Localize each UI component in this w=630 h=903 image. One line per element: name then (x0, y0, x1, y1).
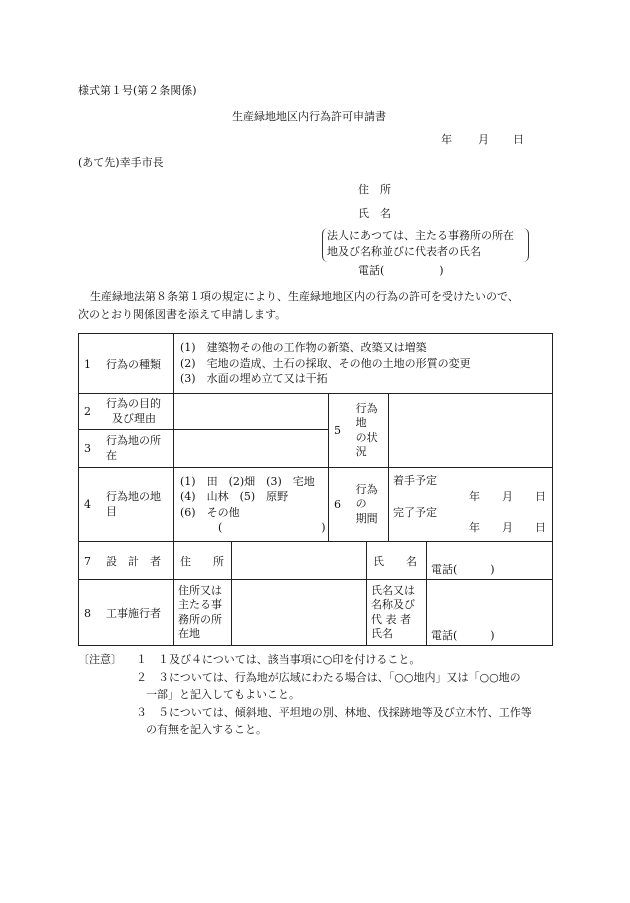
intro-line2: 次のとおり関係図書を添えて申請します。 (78, 308, 287, 321)
row8-phone: 電話( ) (431, 629, 495, 642)
row1-number: 1 (84, 357, 91, 371)
row8-address-value[interactable] (232, 580, 367, 646)
row4-option-line2: (4) 山林 (5) 原野 (180, 490, 289, 504)
intro-line1: 生産緑地法第８条第１項の規定により、生産緑地地区内の行為の許可を受けたいので、 (90, 290, 519, 303)
row8-address-label-cell (174, 580, 232, 646)
row6-start-label: 着手予定 (393, 473, 437, 487)
row7-phone-cell[interactable] (427, 542, 553, 580)
row1-option-2: (2) 宅地の造成、土石の採取、その他の土地の形質の変更 (180, 356, 471, 370)
row3-label-line1: 行為地の所 (106, 434, 161, 448)
note-3-line2: の有無を記入すること。 (146, 723, 267, 737)
row6-start-date: 年 月 日 (469, 489, 547, 503)
note-2-line1: ２ ３については、行為地が広域にわたる場合は、「○○地内」又は「○○地の (136, 670, 521, 684)
row4-options-cell[interactable] (174, 468, 329, 542)
applicant-phone: 電話( ) (358, 264, 444, 277)
row6-end-date: 年 月 日 (469, 521, 547, 535)
row3-label-line2: 在 (106, 448, 117, 462)
row7-label: 設 計 者 (106, 554, 161, 568)
corp-note-line2: 地及び名称並びに代表者の氏名 (327, 245, 481, 258)
row4-number: 4 (84, 498, 91, 511)
row5-label-cell (329, 394, 389, 468)
row8-label-cell (79, 580, 174, 646)
row1-label-cell (79, 334, 174, 394)
row2-label-line1: 行為の目的 (106, 397, 161, 411)
table-row (79, 580, 553, 646)
row5-label-line1: 行為地 (355, 401, 378, 430)
corp-note-line1: 法人にあつては、主たる事務所の所在 (327, 229, 514, 242)
row6-end-label: 完了予定 (393, 505, 437, 519)
note-1: １ １及び４については、該当事項に○印を付けること。 (136, 653, 421, 666)
row7-label-cell (79, 542, 174, 580)
row7-phone: 電話( ) (431, 563, 495, 576)
row2-label-cell (79, 394, 174, 430)
row6-number: 6 (334, 497, 341, 511)
row3-number: 3 (84, 442, 91, 455)
row4-option-line3: (6) その他 (180, 505, 240, 519)
note-3-line1: ３ ５については、傾斜地、平坦地の別、林地、伐採跡地等及び立木竹、工作等 (136, 705, 532, 719)
row8-name-label-line4: 氏名 (371, 626, 393, 640)
row2-label-line2: 及び理由 (112, 411, 156, 425)
row8-label: 工事施行者 (106, 606, 161, 620)
row8-address-label-line4: 在地 (178, 626, 200, 640)
note-2-line2: 一部」と記入してもよいこと。 (146, 688, 300, 702)
form-number: 様式第１号(第２条関係) (78, 84, 197, 97)
row6-period-cell[interactable] (389, 468, 553, 542)
row8-address-label-line2: 主たる事 (178, 598, 222, 612)
row5-label-line2: の状況 (355, 430, 378, 458)
table-row (79, 468, 553, 542)
row7-address-value[interactable] (232, 542, 367, 580)
table-row (79, 334, 553, 394)
row4-option-line1: (1) 田 (2)畑 (3) 宅地 (180, 474, 315, 488)
row7-name-label: 氏 名 (373, 554, 417, 568)
row7-address-label: 住 所 (180, 554, 224, 568)
table-row (79, 542, 553, 580)
addressee: (あて先)幸手市長 (78, 156, 164, 169)
row8-name-label-cell (367, 580, 427, 646)
row5-value-cell[interactable] (389, 394, 553, 468)
row8-address-label-line1: 住所又は (178, 583, 222, 597)
row8-name-label-line1: 氏名又は (371, 583, 415, 597)
row6-label-line1: 行為の (355, 483, 378, 511)
row6-label-cell (329, 468, 389, 542)
row4-label-cell (79, 468, 174, 542)
row8-name-label-line2: 名称及び (371, 598, 415, 612)
row7-name-label-cell (367, 542, 427, 580)
notes-section (78, 651, 532, 739)
row7-address-label-cell (174, 542, 232, 580)
row8-address-label-line3: 務所の所 (178, 612, 222, 626)
form-title: 生産緑地地区内行為許可申請書 (232, 110, 386, 123)
row2-value-cell[interactable] (174, 394, 329, 430)
row1-option-3: (3) 水面の埋め立て又は干拓 (180, 372, 328, 386)
row8-number: 8 (84, 606, 91, 620)
applicant-name-label: 氏 名 (358, 207, 391, 220)
row8-name-label-line3: 代 表 者 (371, 612, 411, 626)
date-day: 日 (513, 133, 524, 146)
table-row (79, 394, 553, 430)
date-year: 年 (441, 133, 452, 146)
row1-label: 行為の種類 (106, 357, 161, 371)
row8-phone-cell[interactable] (427, 580, 553, 646)
row6-label-line2: 期間 (355, 511, 378, 525)
date-month: 月 (478, 133, 489, 146)
applicant-address-label: 住 所 (358, 183, 391, 196)
row1-option-1: (1) 建築物その他の工作物の新築、改築又は増築 (180, 340, 427, 354)
row4-label-line1: 行為地の地 (106, 490, 161, 504)
row5-number: 5 (334, 424, 341, 437)
notes-heading: 〔注意〕 (78, 653, 122, 666)
row3-label-cell (79, 430, 174, 468)
row4-label-line2: 目 (106, 504, 117, 518)
application-table (78, 333, 553, 646)
row3-value-cell[interactable] (174, 430, 329, 468)
row2-number: 2 (84, 405, 91, 418)
row1-options-cell[interactable] (174, 334, 553, 394)
row4-option-other: ( ) (218, 520, 326, 534)
row7-number: 7 (84, 554, 91, 568)
